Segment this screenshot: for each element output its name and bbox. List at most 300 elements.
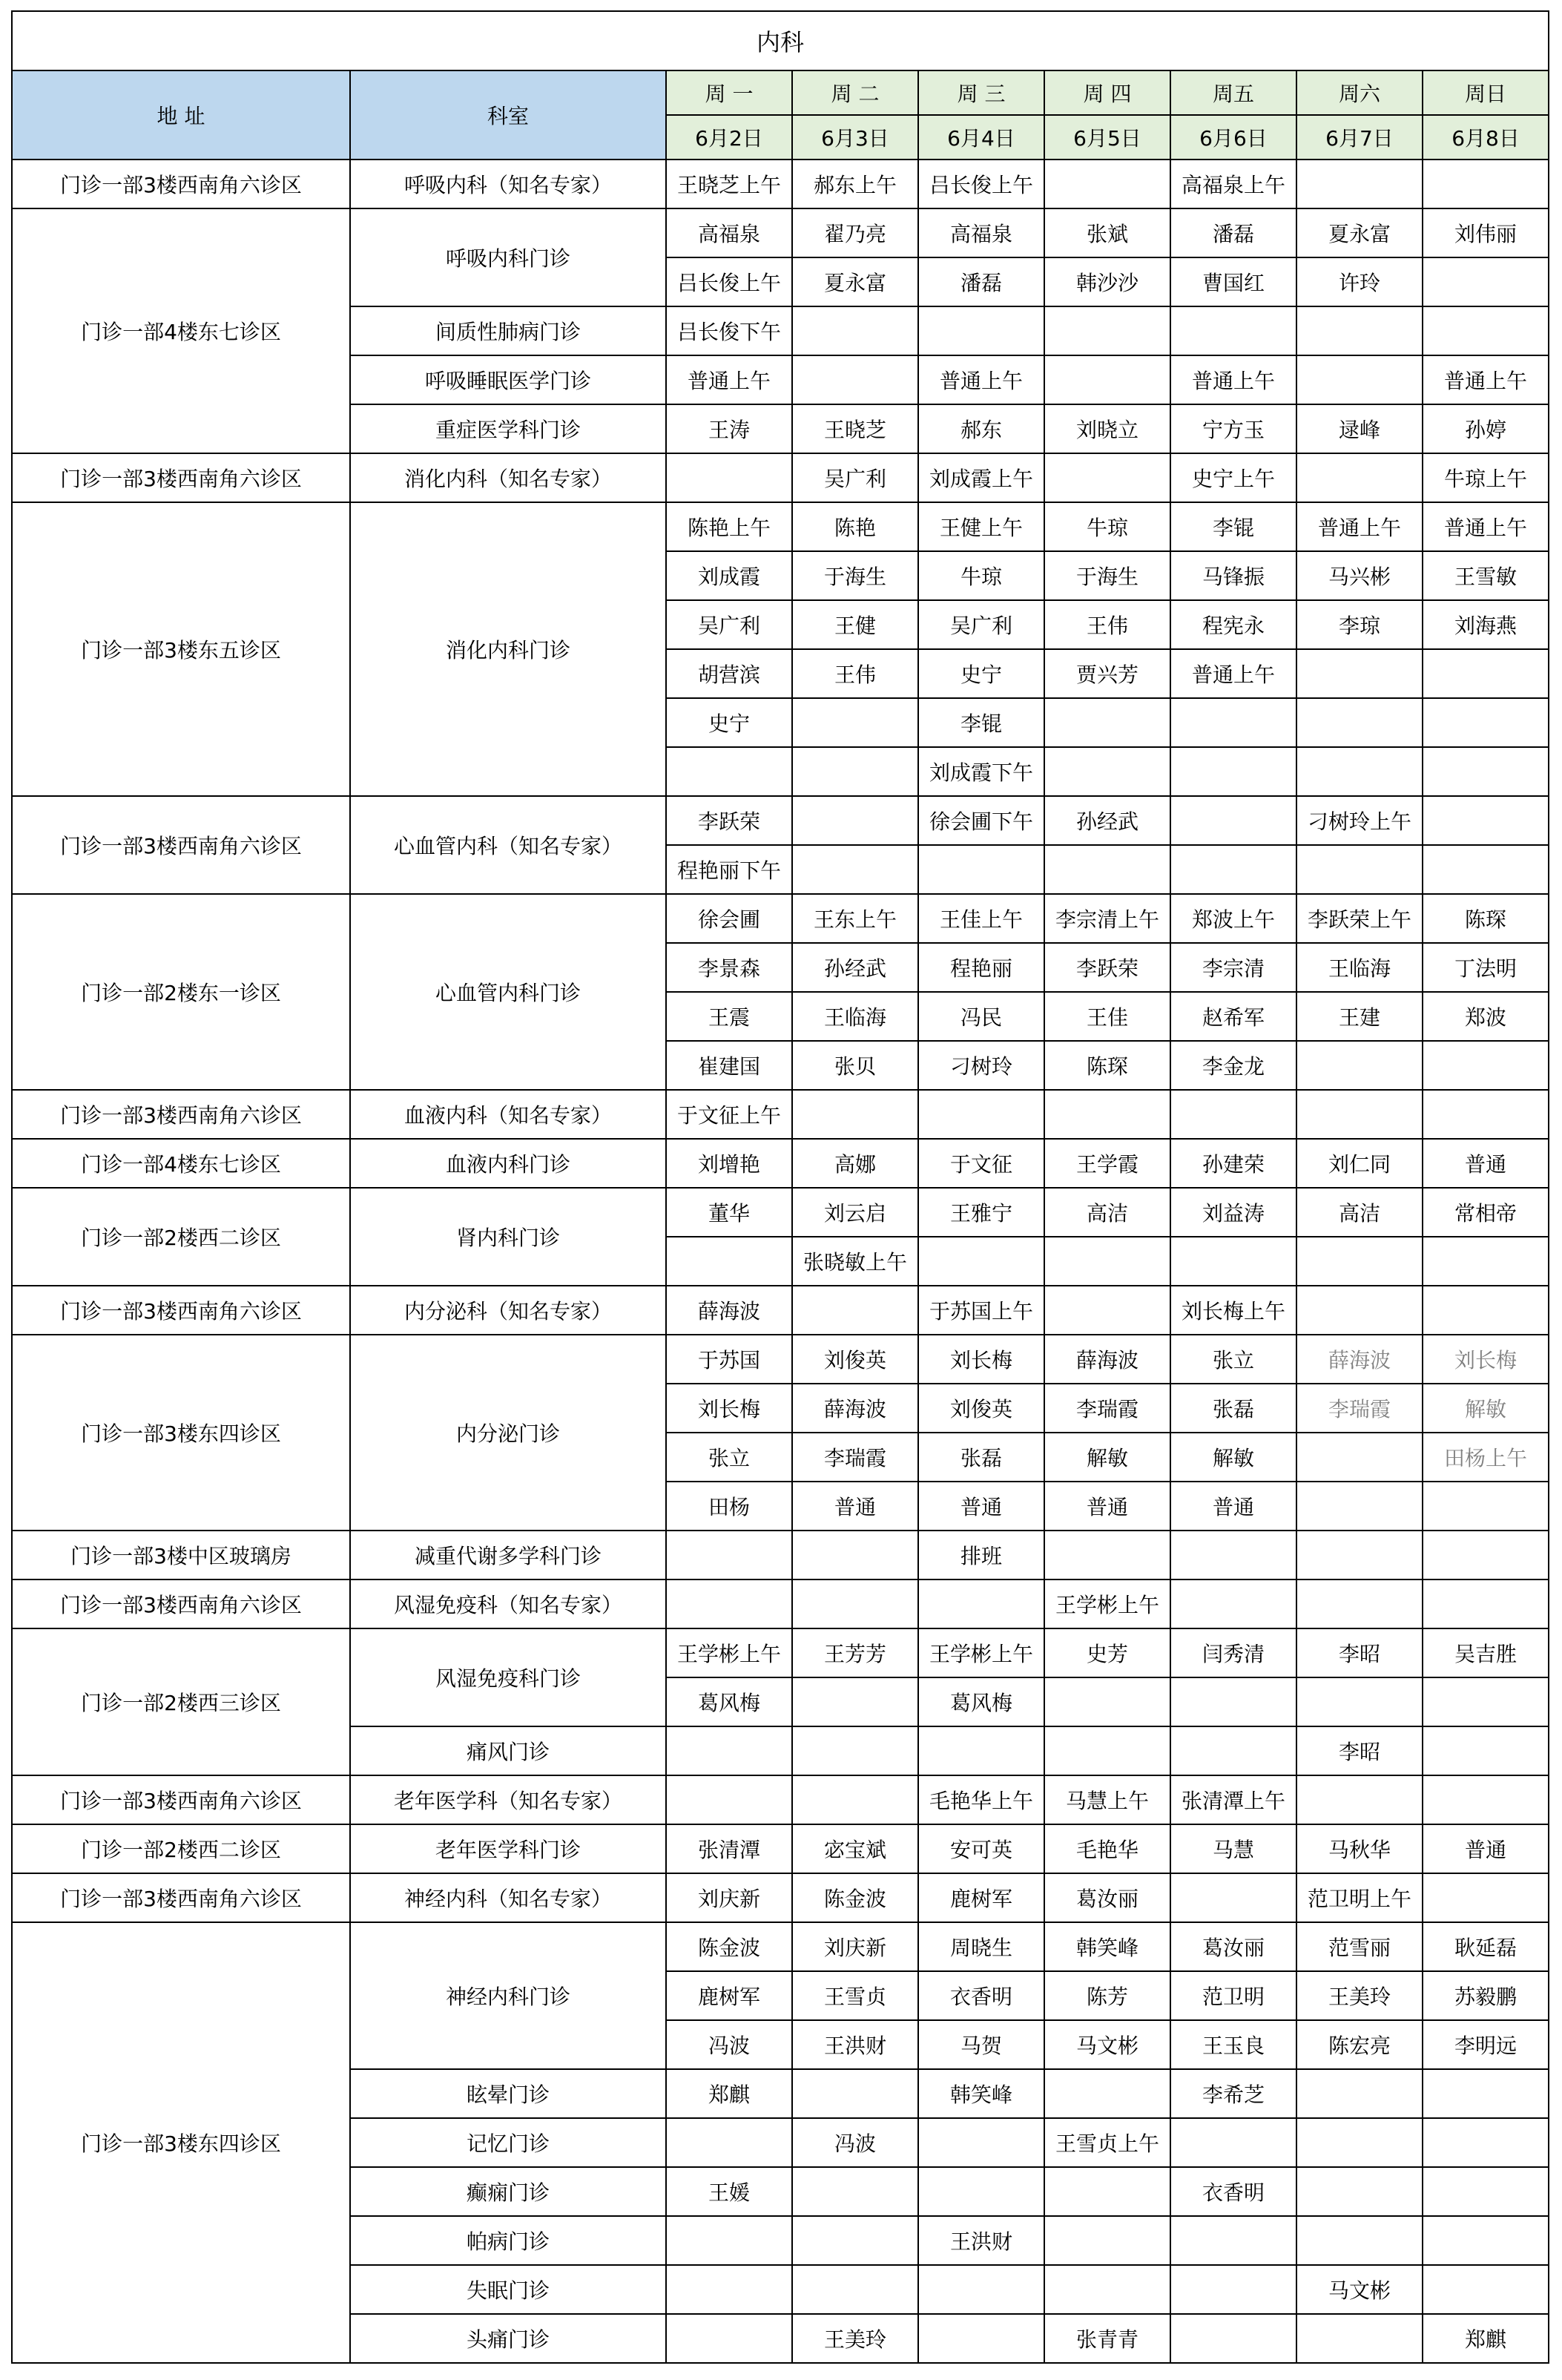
doctor-cell: 刘长梅 <box>666 1384 792 1433</box>
doctor-cell: 普通上午 <box>918 355 1044 404</box>
schedule-sheet <box>11 10 1549 2364</box>
doctor-cell: 刘伟丽 <box>1423 208 1549 257</box>
doctor-cell <box>1044 1237 1170 1286</box>
schedule-row <box>12 1579 1549 1628</box>
doctor-cell: 崔建国 <box>666 1041 792 1090</box>
doctor-cell: 普通 <box>1170 1482 1296 1531</box>
doctor-cell: 马慧 <box>1170 1824 1296 1873</box>
doctor-cell <box>792 2265 918 2314</box>
doctor-cell <box>792 1090 918 1139</box>
doctor-cell: 王媛 <box>666 2167 792 2216</box>
doctor-cell <box>1296 649 1423 698</box>
doctor-cell: 张青青 <box>1044 2314 1170 2363</box>
doctor-cell: 王佳 <box>1044 992 1170 1041</box>
doctor-cell <box>1296 698 1423 747</box>
schedule-row <box>12 1139 1549 1188</box>
doctor-cell: 吕长俊下午 <box>666 306 792 355</box>
doctor-cell <box>1296 747 1423 796</box>
department-cell: 重症医学科门诊 <box>350 404 666 453</box>
doctor-cell <box>1044 2167 1170 2216</box>
doctor-cell <box>1170 1677 1296 1726</box>
doctor-cell: 吴广利 <box>792 453 918 502</box>
doctor-cell: 马秋华 <box>1296 1824 1423 1873</box>
department-cell: 呼吸内科（知名专家） <box>350 160 666 208</box>
doctor-cell: 许玲 <box>1296 257 1423 306</box>
doctor-cell <box>1170 845 1296 894</box>
doctor-cell <box>1296 845 1423 894</box>
doctor-cell: 刘成霞上午 <box>918 453 1044 502</box>
doctor-cell: 宓宝斌 <box>792 1824 918 1873</box>
address-cell: 门诊一部2楼西二诊区 <box>12 1188 350 1286</box>
doctor-cell: 刘长梅 <box>1423 1335 1549 1384</box>
doctor-cell: 普通 <box>792 1482 918 1531</box>
doctor-cell <box>1296 1286 1423 1335</box>
doctor-cell: 田杨上午 <box>1423 1433 1549 1482</box>
doctor-cell: 马锋振 <box>1170 551 1296 600</box>
doctor-cell <box>792 355 918 404</box>
doctor-cell: 毛艳华上午 <box>918 1775 1044 1824</box>
doctor-cell: 葛风梅 <box>918 1677 1044 1726</box>
doctor-cell: 高福泉 <box>666 208 792 257</box>
schedule-row <box>12 894 1549 943</box>
doctor-cell: 王雪敏 <box>1423 551 1549 600</box>
doctor-cell: 李希芝 <box>1170 2069 1296 2118</box>
doctor-cell: 张磊 <box>1170 1384 1296 1433</box>
doctor-cell: 吴吉胜 <box>1423 1628 1549 1677</box>
doctor-cell: 郑波上午 <box>1170 894 1296 943</box>
address-cell: 门诊一部3楼西南角六诊区 <box>12 1775 350 1824</box>
address-cell: 门诊一部2楼西二诊区 <box>12 1824 350 1873</box>
doctor-cell: 史宁 <box>666 698 792 747</box>
doctor-cell: 刘长梅上午 <box>1170 1286 1296 1335</box>
address-cell: 门诊一部4楼东七诊区 <box>12 1139 350 1188</box>
doctor-cell: 翟乃亮 <box>792 208 918 257</box>
doctor-cell <box>792 306 918 355</box>
doctor-cell: 孙经武 <box>792 943 918 992</box>
address-cell: 门诊一部2楼西三诊区 <box>12 1628 350 1775</box>
department-cell: 眩晕门诊 <box>350 2069 666 2118</box>
doctor-cell <box>1170 1090 1296 1139</box>
doctor-cell: 范卫明上午 <box>1296 1873 1423 1922</box>
schedule-row <box>12 796 1549 845</box>
header-row-days <box>12 70 1549 115</box>
schedule-row <box>12 1286 1549 1335</box>
doctor-cell: 曹国红 <box>1170 257 1296 306</box>
doctor-cell: 王佳上午 <box>918 894 1044 943</box>
doctor-cell: 马文彬 <box>1044 2020 1170 2069</box>
doctor-cell <box>1423 1579 1549 1628</box>
address-cell: 门诊一部3楼东五诊区 <box>12 502 350 796</box>
doctor-cell <box>918 1090 1044 1139</box>
doctor-cell: 程艳丽 <box>918 943 1044 992</box>
doctor-cell: 鹿树军 <box>666 1971 792 2020</box>
header-day: 周五 <box>1170 70 1296 115</box>
doctor-cell <box>1170 2265 1296 2314</box>
doctor-cell: 耿延磊 <box>1423 1922 1549 1971</box>
doctor-cell: 王健上午 <box>918 502 1044 551</box>
doctor-cell: 马文彬 <box>1296 2265 1423 2314</box>
doctor-cell: 李宗清 <box>1170 943 1296 992</box>
address-cell: 门诊一部3楼西南角六诊区 <box>12 1286 350 1335</box>
doctor-cell: 苏毅鹏 <box>1423 1971 1549 2020</box>
title-row <box>12 11 1549 70</box>
doctor-cell: 高福泉 <box>918 208 1044 257</box>
doctor-cell <box>1423 2265 1549 2314</box>
doctor-cell: 李瑞霞 <box>792 1433 918 1482</box>
doctor-cell <box>792 845 918 894</box>
doctor-cell <box>1296 1041 1423 1090</box>
schedule-row <box>12 208 1549 257</box>
doctor-cell: 王洪财 <box>792 2020 918 2069</box>
doctor-cell: 普通上午 <box>1170 649 1296 698</box>
department-cell: 呼吸睡眠医学门诊 <box>350 355 666 404</box>
doctor-cell: 牛琼 <box>1044 502 1170 551</box>
doctor-cell <box>1296 2314 1423 2363</box>
doctor-cell <box>1423 698 1549 747</box>
doctor-cell: 李明远 <box>1423 2020 1549 2069</box>
doctor-cell: 胡营滨 <box>666 649 792 698</box>
doctor-cell <box>1170 698 1296 747</box>
doctor-cell <box>666 1579 792 1628</box>
schedule-row <box>12 1775 1549 1824</box>
doctor-cell <box>1170 1531 1296 1579</box>
doctor-cell: 高福泉上午 <box>1170 160 1296 208</box>
doctor-cell <box>1296 1090 1423 1139</box>
doctor-cell <box>1296 453 1423 502</box>
doctor-cell: 郑麒 <box>666 2069 792 2118</box>
doctor-cell <box>792 698 918 747</box>
doctor-cell: 张立 <box>1170 1335 1296 1384</box>
doctor-cell: 陈金波 <box>666 1922 792 1971</box>
header-day: 周六 <box>1296 70 1423 115</box>
doctor-cell: 范雪丽 <box>1296 1922 1423 1971</box>
doctor-cell: 李瑞霞 <box>1296 1384 1423 1433</box>
doctor-cell <box>1170 1579 1296 1628</box>
doctor-cell <box>1423 1041 1549 1090</box>
doctor-cell <box>792 1531 918 1579</box>
doctor-cell <box>1423 845 1549 894</box>
doctor-cell: 高洁 <box>1296 1188 1423 1237</box>
doctor-cell <box>1423 1873 1549 1922</box>
doctor-cell <box>1044 698 1170 747</box>
doctor-cell <box>1170 306 1296 355</box>
doctor-cell: 高洁 <box>1044 1188 1170 1237</box>
schedule-row <box>12 1335 1549 1384</box>
header-day: 周 二 <box>792 70 918 115</box>
department-cell: 风湿免疫科门诊 <box>350 1628 666 1726</box>
doctor-cell <box>1423 1775 1549 1824</box>
doctor-cell: 普通 <box>1423 1824 1549 1873</box>
doctor-cell: 刘庆新 <box>666 1873 792 1922</box>
schedule-row <box>12 1090 1549 1139</box>
doctor-cell: 王东上午 <box>792 894 918 943</box>
department-cell: 呼吸内科门诊 <box>350 208 666 306</box>
doctor-cell <box>1296 1531 1423 1579</box>
doctor-cell: 周晓生 <box>918 1922 1044 1971</box>
doctor-cell: 牛琼 <box>918 551 1044 600</box>
doctor-cell <box>1044 1090 1170 1139</box>
doctor-cell <box>666 747 792 796</box>
doctor-cell: 逯峰 <box>1296 404 1423 453</box>
doctor-cell <box>792 1579 918 1628</box>
doctor-cell: 冯波 <box>792 2118 918 2167</box>
doctor-cell: 王洪财 <box>918 2216 1044 2265</box>
doctor-cell: 刁树玲上午 <box>1296 796 1423 845</box>
doctor-cell: 毛艳华 <box>1044 1824 1170 1873</box>
schedule-row <box>12 1873 1549 1922</box>
doctor-cell <box>1170 747 1296 796</box>
doctor-cell <box>1170 1726 1296 1775</box>
doctor-cell: 郑波 <box>1423 992 1549 1041</box>
department-cell: 减重代谢多学科门诊 <box>350 1531 666 1579</box>
doctor-cell <box>1044 1286 1170 1335</box>
doctor-cell: 陈琛 <box>1423 894 1549 943</box>
doctor-cell <box>666 2118 792 2167</box>
doctor-cell <box>918 2118 1044 2167</box>
header-date: 6月7日 <box>1296 115 1423 160</box>
doctor-cell: 王晓芝 <box>792 404 918 453</box>
doctor-cell: 普通 <box>1423 1139 1549 1188</box>
doctor-cell: 韩笑峰 <box>1044 1922 1170 1971</box>
doctor-cell: 于苏国上午 <box>918 1286 1044 1335</box>
doctor-cell <box>1044 1677 1170 1726</box>
doctor-cell: 陈琛 <box>1044 1041 1170 1090</box>
doctor-cell: 张清潭上午 <box>1170 1775 1296 1824</box>
doctor-cell <box>666 2216 792 2265</box>
doctor-cell <box>792 1775 918 1824</box>
doctor-cell <box>1423 306 1549 355</box>
doctor-cell <box>1423 2167 1549 2216</box>
doctor-cell <box>792 747 918 796</box>
doctor-cell: 普通上午 <box>1170 355 1296 404</box>
address-cell: 门诊一部3楼西南角六诊区 <box>12 1873 350 1922</box>
doctor-cell <box>918 2265 1044 2314</box>
department-cell: 癫痫门诊 <box>350 2167 666 2216</box>
doctor-cell <box>1423 1286 1549 1335</box>
doctor-cell: 李宗清上午 <box>1044 894 1170 943</box>
doctor-cell: 丁法明 <box>1423 943 1549 992</box>
doctor-cell <box>1170 2314 1296 2363</box>
doctor-cell <box>1170 2216 1296 2265</box>
doctor-cell <box>1423 1726 1549 1775</box>
doctor-cell: 张磊 <box>918 1433 1044 1482</box>
header-address: 地 址 <box>12 70 350 160</box>
doctor-cell <box>1044 1531 1170 1579</box>
doctor-cell: 贾兴芳 <box>1044 649 1170 698</box>
doctor-cell <box>666 1237 792 1286</box>
doctor-cell: 普通上午 <box>1423 355 1549 404</box>
doctor-cell: 刘成霞 <box>666 551 792 600</box>
department-cell: 肾内科门诊 <box>350 1188 666 1286</box>
doctor-cell: 李琼 <box>1296 600 1423 649</box>
department-cell: 老年医学科（知名专家） <box>350 1775 666 1824</box>
doctor-cell <box>1170 796 1296 845</box>
address-cell: 门诊一部3楼中区玻璃房 <box>12 1531 350 1579</box>
doctor-cell <box>1044 306 1170 355</box>
doctor-cell: 韩笑峰 <box>918 2069 1044 2118</box>
department-cell: 神经内科（知名专家） <box>350 1873 666 1922</box>
doctor-cell <box>1296 2216 1423 2265</box>
doctor-cell: 刘增艳 <box>666 1139 792 1188</box>
doctor-cell: 刘长梅 <box>918 1335 1044 1384</box>
doctor-cell: 李跃荣上午 <box>1296 894 1423 943</box>
doctor-cell <box>1044 747 1170 796</box>
doctor-cell <box>918 2314 1044 2363</box>
doctor-cell: 夏永富 <box>792 257 918 306</box>
schedule-row <box>12 160 1549 208</box>
header-day: 周 四 <box>1044 70 1170 115</box>
doctor-cell: 孙婷 <box>1423 404 1549 453</box>
doctor-cell <box>1044 2216 1170 2265</box>
schedule-table <box>11 10 1549 2364</box>
schedule-row <box>12 502 1549 551</box>
doctor-cell: 刘成霞下午 <box>918 747 1044 796</box>
doctor-cell: 衣香明 <box>1170 2167 1296 2216</box>
doctor-cell <box>918 2167 1044 2216</box>
doctor-cell <box>1296 160 1423 208</box>
schedule-row <box>12 453 1549 502</box>
doctor-cell <box>1044 453 1170 502</box>
doctor-cell: 王学彬上午 <box>1044 1579 1170 1628</box>
department-cell: 痛风门诊 <box>350 1726 666 1775</box>
doctor-cell: 王临海 <box>792 992 918 1041</box>
doctor-cell: 王雪贞上午 <box>1044 2118 1170 2167</box>
doctor-cell <box>666 1775 792 1824</box>
doctor-cell <box>1423 160 1549 208</box>
department-cell: 间质性肺病门诊 <box>350 306 666 355</box>
doctor-cell <box>918 306 1044 355</box>
doctor-cell: 李锟 <box>1170 502 1296 551</box>
doctor-cell: 李昭 <box>1296 1726 1423 1775</box>
doctor-cell: 张立 <box>666 1433 792 1482</box>
doctor-cell: 刘俊英 <box>792 1335 918 1384</box>
department-cell: 失眠门诊 <box>350 2265 666 2314</box>
department-cell: 内分泌门诊 <box>350 1335 666 1531</box>
doctor-cell <box>1423 2069 1549 2118</box>
doctor-cell: 葛汝丽 <box>1044 1873 1170 1922</box>
doctor-cell: 李跃荣 <box>666 796 792 845</box>
doctor-cell: 葛汝丽 <box>1170 1922 1296 1971</box>
doctor-cell: 薛海波 <box>792 1384 918 1433</box>
doctor-cell: 于海生 <box>1044 551 1170 600</box>
doctor-cell: 普通上午 <box>1423 502 1549 551</box>
doctor-cell: 马兴彬 <box>1296 551 1423 600</box>
doctor-cell: 刘海燕 <box>1423 600 1549 649</box>
doctor-cell <box>1170 1237 1296 1286</box>
department-cell: 血液内科（知名专家） <box>350 1090 666 1139</box>
address-cell: 门诊一部3楼东四诊区 <box>12 1335 350 1531</box>
doctor-cell: 于苏国 <box>666 1335 792 1384</box>
doctor-cell: 张清潭 <box>666 1824 792 1873</box>
doctor-cell: 李昭 <box>1296 1628 1423 1677</box>
header-date: 6月6日 <box>1170 115 1296 160</box>
doctor-cell <box>918 1237 1044 1286</box>
doctor-cell <box>1423 1677 1549 1726</box>
doctor-cell: 薛海波 <box>1296 1335 1423 1384</box>
doctor-cell <box>792 1726 918 1775</box>
department-cell: 老年医学科门诊 <box>350 1824 666 1873</box>
header-date: 6月2日 <box>666 115 792 160</box>
doctor-cell: 刘益涛 <box>1170 1188 1296 1237</box>
doctor-cell: 王雅宁 <box>918 1188 1044 1237</box>
doctor-cell: 常相帝 <box>1423 1188 1549 1237</box>
doctor-cell <box>1296 1775 1423 1824</box>
doctor-cell <box>1296 306 1423 355</box>
doctor-cell <box>792 1286 918 1335</box>
department-cell: 心血管内科（知名专家） <box>350 796 666 894</box>
doctor-cell: 程宪永 <box>1170 600 1296 649</box>
doctor-cell <box>1296 1677 1423 1726</box>
doctor-cell: 刘晓立 <box>1044 404 1170 453</box>
doctor-cell: 普通上午 <box>1296 502 1423 551</box>
doctor-cell: 郑麒 <box>1423 2314 1549 2363</box>
address-cell: 门诊一部2楼东一诊区 <box>12 894 350 1090</box>
doctor-cell: 王震 <box>666 992 792 1041</box>
doctor-cell: 李金龙 <box>1170 1041 1296 1090</box>
doctor-cell: 夏永富 <box>1296 208 1423 257</box>
doctor-cell <box>1044 845 1170 894</box>
doctor-cell: 刘云启 <box>792 1188 918 1237</box>
doctor-cell <box>1170 2118 1296 2167</box>
doctor-cell: 高娜 <box>792 1139 918 1188</box>
doctor-cell: 王健 <box>792 600 918 649</box>
doctor-cell: 李景森 <box>666 943 792 992</box>
doctor-cell <box>666 2314 792 2363</box>
doctor-cell: 孙经武 <box>1044 796 1170 845</box>
doctor-cell: 王学彬上午 <box>918 1628 1044 1677</box>
header-date: 6月5日 <box>1044 115 1170 160</box>
doctor-cell: 解敏 <box>1170 1433 1296 1482</box>
header-dept: 科室 <box>350 70 666 160</box>
address-cell: 门诊一部3楼西南角六诊区 <box>12 453 350 502</box>
doctor-cell: 刘仁同 <box>1296 1139 1423 1188</box>
doctor-cell <box>1296 1237 1423 1286</box>
doctor-cell: 安可英 <box>918 1824 1044 1873</box>
doctor-cell: 陈宏亮 <box>1296 2020 1423 2069</box>
doctor-cell <box>1296 1579 1423 1628</box>
doctor-cell: 陈芳 <box>1044 1971 1170 2020</box>
doctor-cell: 排班 <box>918 1531 1044 1579</box>
doctor-cell: 王玉良 <box>1170 2020 1296 2069</box>
department-cell: 血液内科门诊 <box>350 1139 666 1188</box>
doctor-cell <box>1423 796 1549 845</box>
doctor-cell <box>1423 2216 1549 2265</box>
doctor-cell <box>1044 160 1170 208</box>
department-cell: 帕病门诊 <box>350 2216 666 2265</box>
address-cell: 门诊一部3楼西南角六诊区 <box>12 1579 350 1628</box>
doctor-cell: 牛琼上午 <box>1423 453 1549 502</box>
doctor-cell: 张斌 <box>1044 208 1170 257</box>
header-date: 6月4日 <box>918 115 1044 160</box>
doctor-cell: 史宁 <box>918 649 1044 698</box>
doctor-cell: 王学彬上午 <box>666 1628 792 1677</box>
doctor-cell: 刘庆新 <box>792 1922 918 1971</box>
address-cell: 门诊一部3楼西南角六诊区 <box>12 796 350 894</box>
doctor-cell <box>792 796 918 845</box>
doctor-cell <box>1044 2265 1170 2314</box>
doctor-cell: 葛风梅 <box>666 1677 792 1726</box>
doctor-cell <box>918 1579 1044 1628</box>
doctor-cell <box>792 2216 918 2265</box>
doctor-cell <box>666 2265 792 2314</box>
department-cell: 风湿免疫科（知名专家） <box>350 1579 666 1628</box>
schedule-row <box>12 1628 1549 1677</box>
doctor-cell: 王伟 <box>792 649 918 698</box>
doctor-cell: 刘俊英 <box>918 1384 1044 1433</box>
department-cell: 记忆门诊 <box>350 2118 666 2167</box>
schedule-row <box>12 1188 1549 1237</box>
department-cell: 消化内科（知名专家） <box>350 453 666 502</box>
